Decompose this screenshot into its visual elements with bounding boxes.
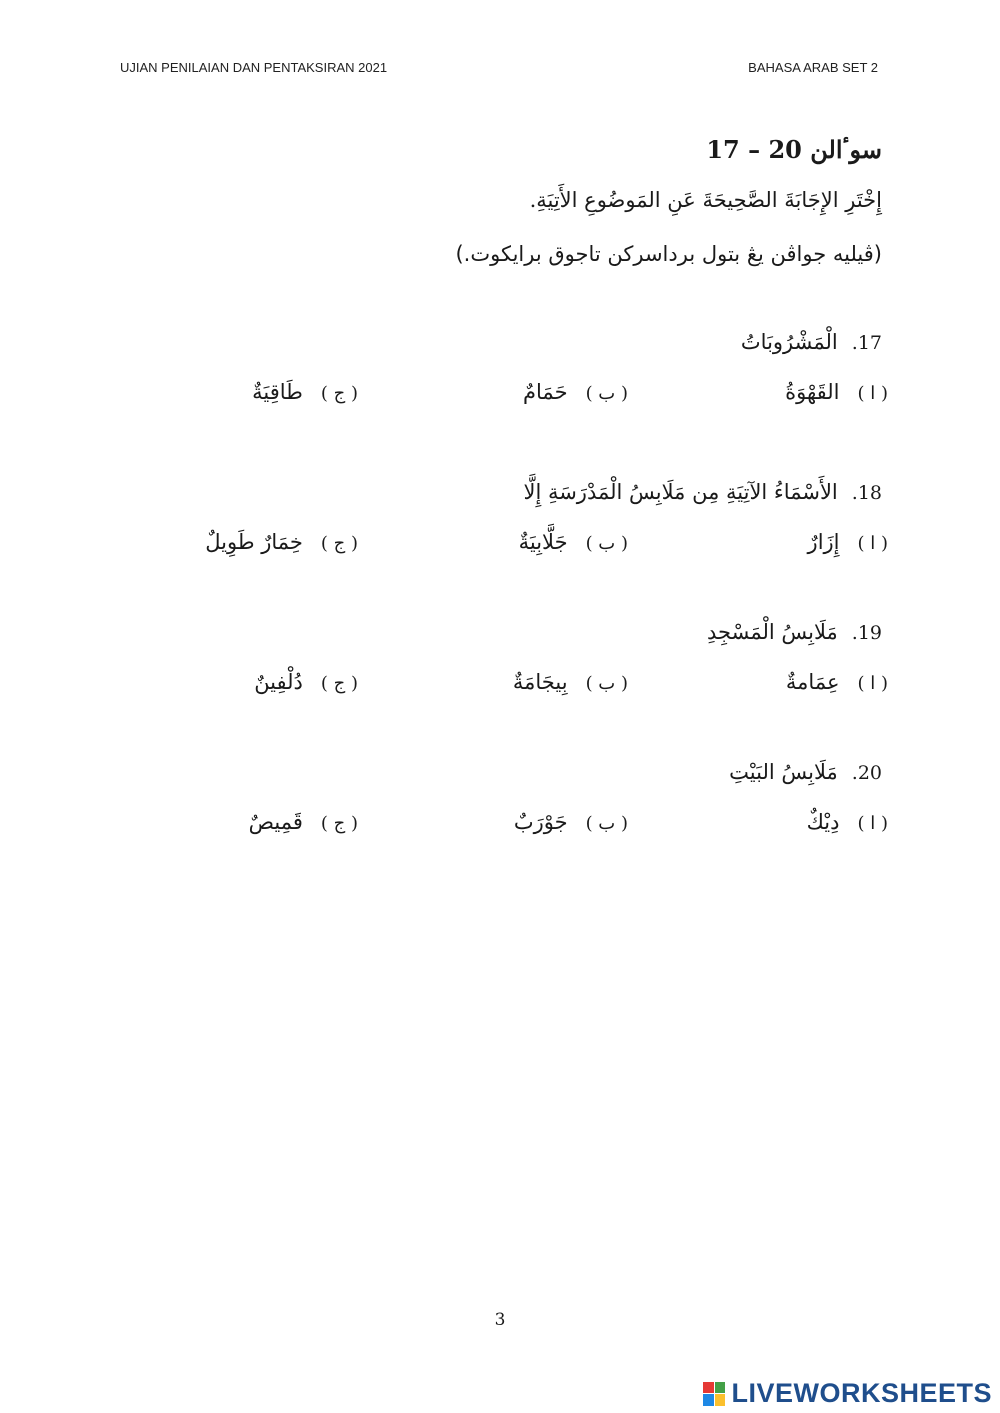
logo-square-red [703, 1382, 714, 1394]
option-c[interactable] [254, 670, 358, 694]
question-stem [523, 480, 882, 504]
question-number: 17. [851, 332, 882, 354]
header-right-text: BAHASA ARAB SET 2 [748, 60, 878, 75]
option-letter: ( ا ) [857, 813, 888, 834]
option-text: جَلَّابِيَةٌ [518, 530, 568, 554]
option-b[interactable] [523, 380, 628, 404]
option-a[interactable] [785, 380, 888, 404]
logo-square-green [715, 1382, 726, 1394]
question-text: مَلَابِسُ البَيْتِ [729, 760, 838, 784]
option-letter: ( ج ) [320, 533, 358, 554]
liveworksheets-logo[interactable] [703, 1378, 992, 1409]
question-stem [741, 330, 882, 354]
option-text: القَهْوَةُ [785, 380, 840, 404]
option-letter: ( ب ) [585, 673, 628, 694]
option-b[interactable] [513, 670, 628, 694]
question-stem [707, 620, 882, 644]
question-number: 20. [851, 762, 882, 784]
question-text: الأَسْمَاءُ الآتِيَةِ مِن مَلَابِسُ الْمَدْرَسَةِ إِلَّا [523, 480, 838, 504]
option-text: جَوْرَبٌ [513, 810, 568, 834]
instruction-arabic: إِخْتَرِ الإِجَابَةَ الصَّحِيحَةَ عَنِ المَوضُوعِ الأَتِيَةِ. [529, 188, 882, 212]
question-number: 19. [851, 622, 882, 644]
option-c[interactable] [249, 810, 358, 834]
option-text: طَاقِيَةٌ [252, 380, 303, 404]
logo-square-yellow [715, 1394, 726, 1406]
option-letter: ( ا ) [857, 533, 888, 554]
question-text: الْمَشْرُوبَاتُ [740, 330, 838, 354]
option-text: إِزَارٌ [807, 530, 840, 554]
option-a[interactable] [786, 670, 888, 694]
question-stem [729, 760, 882, 784]
option-b[interactable] [514, 810, 628, 834]
header-left-text: UJIAN PENILAIAN DAN PENTAKSIRAN 2021 [120, 60, 388, 75]
option-text: دُلْفِينٌ [254, 670, 303, 694]
option-text: حَمَامٌ [523, 380, 568, 404]
instruction-jawi: (ڤيليه جواڤن يڠ بتول برداسرکن تاجوق برايکوت.) [455, 242, 882, 266]
option-letter: ( ب ) [585, 383, 628, 404]
option-a[interactable] [808, 530, 888, 554]
option-letter: ( ب ) [585, 533, 628, 554]
option-letter: ( ب ) [585, 813, 628, 834]
option-c[interactable] [252, 380, 358, 404]
option-text: دِيْكٌ [806, 810, 840, 834]
option-letter: ( ج ) [320, 673, 358, 694]
question-number: 18. [851, 482, 882, 504]
question-text: مَلَابِسُ الْمَسْجِدِ [707, 620, 838, 644]
option-text: عِمَامةٌ [785, 670, 840, 694]
logo-square-blue [703, 1394, 714, 1406]
brand-logo-icon [703, 1382, 725, 1406]
brand-text: LIVEWORKSHEETS [731, 1378, 992, 1408]
option-text: خِمَارٌ طَوِيلٌ [205, 530, 303, 554]
option-letter: ( ج ) [320, 813, 358, 834]
section-title: سوٴالن 20 – 17 [706, 135, 882, 164]
option-text: بِيجَامَةٌ [512, 670, 568, 694]
option-c[interactable] [205, 530, 358, 554]
option-letter: ( ا ) [857, 673, 888, 694]
option-text: قَمِيصٌ [248, 810, 303, 834]
option-a[interactable] [807, 810, 888, 834]
option-b[interactable] [519, 530, 628, 554]
option-letter: ( ا ) [857, 383, 888, 404]
option-letter: ( ج ) [320, 383, 358, 404]
page-number: 3 [494, 1310, 506, 1330]
